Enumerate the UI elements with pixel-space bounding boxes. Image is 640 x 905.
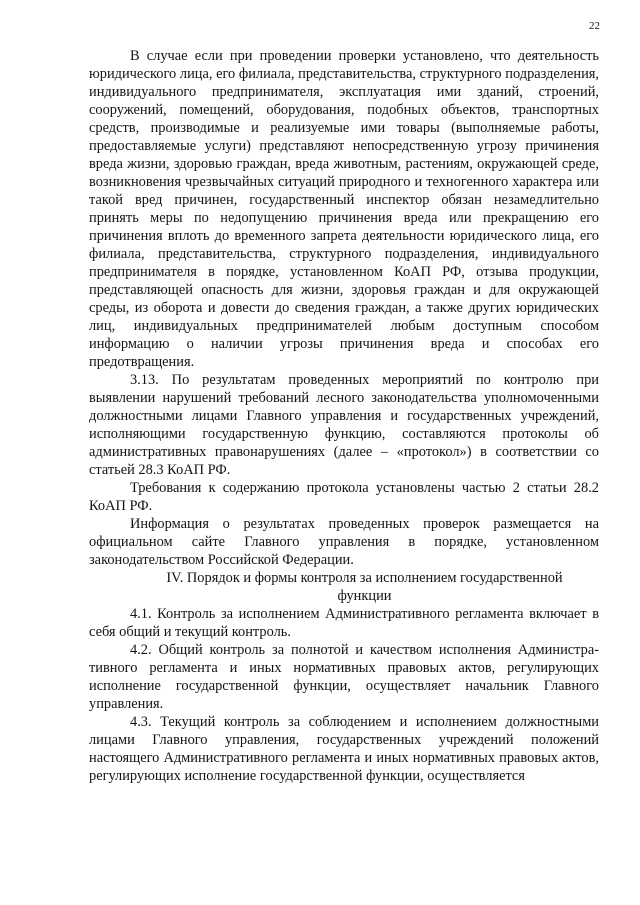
section-heading <box>89 569 599 605</box>
paragraph-publication: Информация о результатах проведенных проверок размещается на официальном сайте Главного управления в порядке, установленном законодательством Российской Федерации. <box>89 516 599 568</box>
paragraph-4-3: 4.3. Текущий контроль за соблюдением и исполнением должностными лицами Главного управления, государственных учреждений положений настоящего Административного регламента и иных нормативных правовых актов, регулирующих исполнение государственной функции, осуществляется <box>89 714 599 784</box>
paragraph-dangerous-activity: В случае если при проведении проверки установлено, что деятельность юридического лица, его филиала, представительства, структурного подразделения, индивидуального предпринимателя, эксплуатация ими зданий, строений, сооружений, помещений, оборудования, подобных объектов, транспортных средств, производимые и реализуемые ими товары (выполняемые работы, предоставляемые услуги) представляют непосредственную угрозу причинения вреда жизни, здоровью граждан, вреда животным, растениям, окружающей среде, возникновения чрезвычайных ситуаций природного и техногенного характера или такой вред причинен, государственный инспектор обязан незамедлительно принять меры по недопущению причинения вреда или прекращению его причинения вплоть до временного запрета деятельности юридического лица, его филиала, представительства, структурного подразделения, индивидуального предпринимателя в порядке, установленном КоАП РФ, отзыва продукции, представляющей опасность для жизни, здоровья граждан и для окружающей среды, из оборота и довести до сведения граждан, а также других юридических лиц, индивидуальных предпринимателей любым доступным способом информацию о наличии угрозы причинения вреда и способах его предотвращения. <box>89 48 599 370</box>
page-number: 22 <box>589 20 600 32</box>
document-body <box>89 47 599 785</box>
paragraph-protocol-requirements: Требования к содержанию протокола установлены частью 2 статьи 28.2 КоАП РФ. <box>89 480 599 514</box>
paragraph-4-2: 4.2. Общий контроль за полнотой и качеством исполнения Администра-тивного регламента и иных нормативных правовых актов, регулирующих исполнение государственной функции, осуществляет начальник Главного управления. <box>89 642 599 712</box>
section-heading-line-2: функции <box>337 588 392 604</box>
paragraph-3-13: 3.13. По результатам проведенных мероприятий по контролю при выявлении нарушений требований лесного законодательства уполномоченными должностными лицами Главного управления и государственных учреждений, исполняющими государственную функцию, составляются протоколы об административных правонарушениях (далее – «протокол») в соответствии со статьей 28.3 КоАП РФ. <box>89 372 599 478</box>
paragraph-4-1: 4.1. Контроль за исполнением Административного регламента включает в себя общий и текущий контроль. <box>89 606 599 640</box>
section-heading-line-1: IV. Порядок и формы контроля за исполнением государственной <box>166 570 563 586</box>
